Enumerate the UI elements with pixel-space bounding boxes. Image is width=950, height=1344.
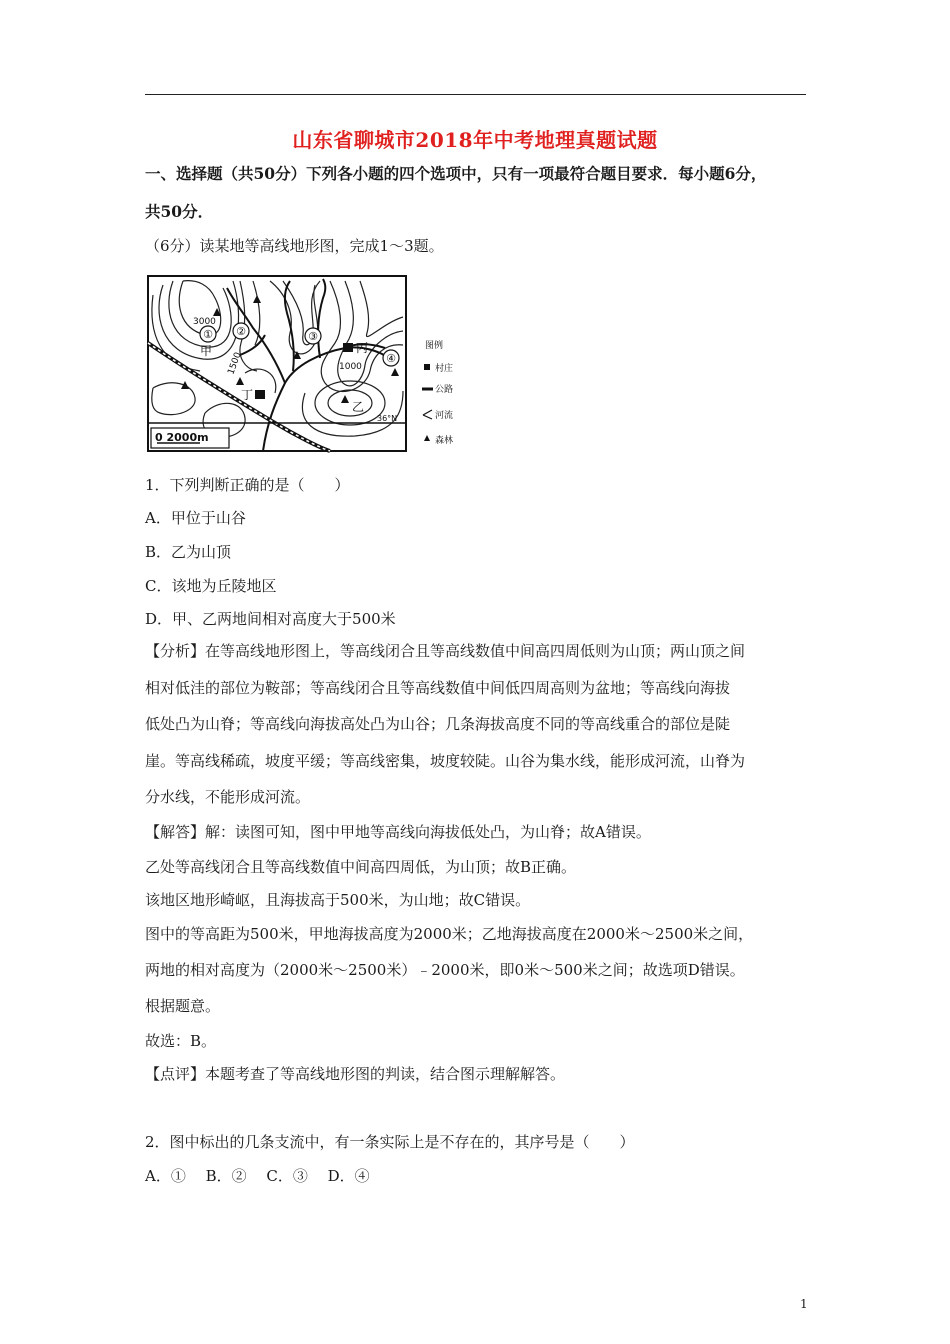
place-label-yi: 乙: [352, 400, 365, 414]
river-number-4: ④: [386, 352, 396, 365]
answer-line: 故选：B。: [145, 1032, 217, 1050]
q2-stem: 2．图中标出的几条支流中，有一条实际上是不存在的，其序号是（ ）: [145, 1133, 635, 1151]
analysis-line: 低处凸为山脊；等高线向海拔高处凸为山谷；几条海拔高度不同的等高线重合的部位是陡: [145, 715, 731, 733]
legend-village: 村庄: [435, 364, 454, 374]
answer-line: 两地的相对高度为（2000米～2500米）﹣2000米，即0米～500米之间；故选项D错误。: [145, 961, 745, 979]
analysis-line: 【分析】在等高线地形图上，等高线闭合且等高线数值中间高四周低则为山顶；两山顶之间: [145, 642, 746, 660]
q1-option-d: D．甲、乙两地间相对高度大于500米: [145, 610, 396, 628]
river-number-1: ①: [203, 328, 213, 341]
analysis-line: 相对低洼的部位为鞍部；等高线闭合且等高线数值中间低四周高则为盆地；等高线向海拔: [145, 679, 731, 697]
page-number: 1: [800, 1297, 808, 1311]
answer-line: 【解答】解：读图可知，图中甲地等高线向海拔低处凸，为山脊；故A错误。: [145, 823, 651, 841]
section-heading-line2: 共50分．: [145, 202, 214, 221]
header-rule: [145, 94, 806, 95]
legend-title: 图例: [425, 341, 444, 351]
section-heading-line1: 一、选择题（共50分）下列各小题的四个选项中，只有一项最符合题目要求．每小题6分，: [145, 164, 767, 183]
answer-line: 图中的等高距为500米，甲地海拔高度为2000米；乙地海拔高度在2000米～2500米之间，: [145, 925, 754, 943]
contour-label-1500: 1500: [226, 351, 244, 377]
q1-option-a: A．甲位于山谷: [145, 509, 246, 527]
answer-line: 根据题意。: [145, 997, 221, 1015]
scale-label: 0 2000m: [155, 431, 209, 444]
q1-stem: 1．下列判断正确的是（ ）: [145, 476, 350, 494]
q1-option-c: C．该地为丘陵地区: [145, 577, 277, 595]
comment-line: 【点评】本题考查了等高线地形图的判读，结合图示理解解答。: [145, 1065, 566, 1083]
legend-road: 公路: [435, 385, 454, 395]
place-label-jia: 甲: [200, 344, 213, 358]
place-label-ding: 丁: [241, 388, 254, 402]
place-label-bing: 丙: [356, 341, 369, 355]
contour-map: [145, 273, 465, 456]
q1-option-b: B．乙为山顶: [145, 543, 232, 561]
legend-river: 河流: [435, 411, 454, 421]
analysis-line: 分水线，不能形成河流。: [145, 788, 311, 806]
contour-label-3000: 3000: [193, 317, 216, 327]
document-title: 山东省聊城市2018年中考地理真题试题: [292, 128, 658, 152]
answer-line: 该地区地形崎岖，且海拔高于500米，为山地；故C错误。: [145, 891, 531, 909]
contour-label-1000: 1000: [339, 362, 362, 372]
answer-line: 乙处等高线闭合且等高线数值中间高四周低，为山顶；故B正确。: [145, 858, 577, 876]
latitude-label: 36°N: [377, 414, 398, 423]
legend-forest: 森林: [435, 436, 454, 446]
question-intro: （6分）读某地等高线地形图，完成1～3题。: [145, 237, 444, 255]
q2-options: A．① B．② C．③ D．④: [145, 1167, 370, 1185]
river-number-3: ③: [308, 330, 318, 343]
river-number-2: ②: [236, 325, 246, 338]
analysis-line: 崖。等高线稀疏，坡度平缓；等高线密集，坡度较陡。山谷为集水线，能形成河流，山脊为: [145, 752, 746, 770]
